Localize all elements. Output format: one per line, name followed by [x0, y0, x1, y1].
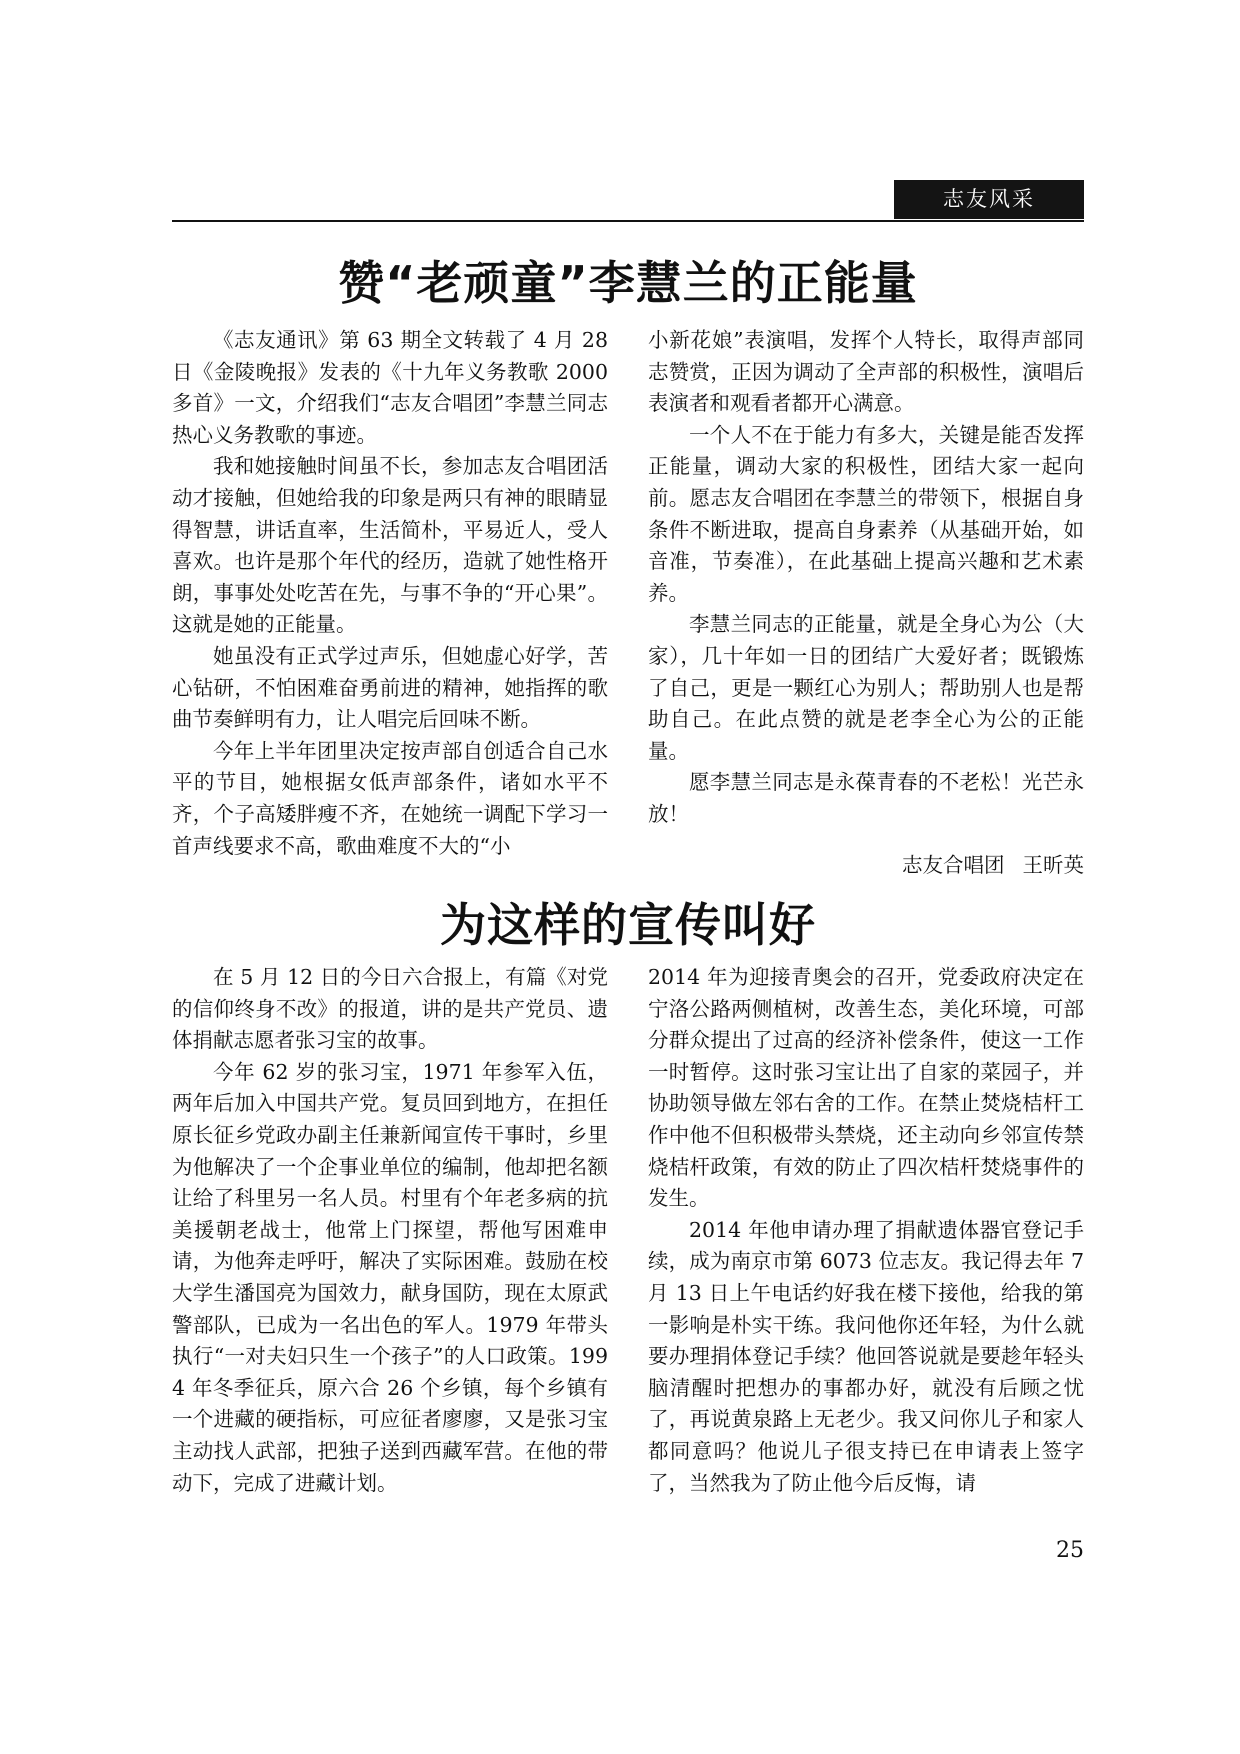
body-paragraph: 她虽没有正式学过声乐，但她虚心好学，苦心钻研，不怕困难奋勇前进的精神，她指挥的歌曲节奏鲜明有力，让人唱完后回味不断。	[172, 643, 608, 732]
body-paragraph: 2014 年他申请办理了捐献遗体器官登记手续，成为南京市第 6073 位志友。我记得去年 7 月 13 日上午电话约好我在楼下接他，给我的第一影响是朴实干练。我问他你还年轻，为什么就要办理捐体登记手续？他回答说就是要趁年轻头脑清醒时把想办的事都办好，就没有后顾之忧了，再说黄泉路上无老少。我又问你儿子和家人都同意吗？他说儿子很支持已在申请表上签字了，当然我为了防止他今后反悔，请	[648, 1217, 1084, 1495]
article-title: 赞“老顽童”李慧兰的正能量	[338, 256, 918, 310]
body-paragraph: 《志友通讯》第 63 期全文转载了 4 月 28 日《金陵晚报》发表的《十九年义务教歌 2000 多首》一文，介绍我们“志友合唱团”李慧兰同志热心义务教歌的事迹。	[172, 328, 608, 447]
body-paragraph: 在 5 月 12 日的今日六合报上，有篇《对党的信仰终身不改》的报道，讲的是共产党员、遗体捐献志愿者张习宝的故事。	[172, 965, 608, 1053]
article2-right-column	[648, 962, 1084, 1522]
body-paragraph: 一个人不在于能力有多大，关键是能否发挥正能量，调动大家的积极性，团结大家一起向前。愿志友合唱团在李慧兰的带领下，根据自身条件不断进取，提高自身素养（从基础开始，如音准，节奏准），在此基础上提高兴趣和艺术素养。	[648, 422, 1084, 605]
author-signature	[648, 850, 1084, 880]
article1-right-column	[648, 325, 1084, 845]
article2-left-column	[172, 962, 608, 1522]
author-name: 王昕英	[1022, 853, 1084, 877]
body-paragraph-continued: 2014 年为迎接青奥会的召开，党委政府决定在宁洛公路两侧植树，改善生态，美化环境，可部分群众提出了过高的经济补偿条件，使这一工作一时暂停。这时张习宝让出了自家的菜园子，并协助领导做左邻右舍的工作。在禁止焚烧桔杆工作中他不但积极带头禁烧，还主动向乡邻宣传禁烧桔杆政策，有效的防止了四次桔杆焚烧事件的发生。	[648, 965, 1084, 1211]
author-organization: 志友合唱团	[902, 853, 1005, 877]
body-paragraph: 我和她接触时间虽不长，参加志友合唱团活动才接触，但她给我的印象是两只有神的眼睛显得智慧，讲话直率，生活简朴，平易近人，受人喜欢。也许是那个年代的经历，造就了她性格开朗，事事处处吃苦在先，与事不争的“开心果”。这就是她的正能量。	[172, 454, 608, 637]
page-number: 25	[1056, 1538, 1084, 1563]
section-label: 志友风采	[894, 180, 1084, 219]
header-divider	[172, 220, 1084, 222]
article1-left-column	[172, 325, 608, 875]
body-paragraph: 今年 62 岁的张习宝，1971 年参军入伍，两年后加入中国共产党。复员回到地方，在担任原长征乡党政办副主任兼新闻宣传干事时，乡里为他解决了一个企事业单位的编制，他却把名额让给了科里另一名人员。村里有个年老多病的抗美援朝老战士，他常上门探望，帮他写困难申请，为他奔走呼吁，解决了实际困难。鼓励在校大学生潘国亮为国效力，献身国防，现在太原武警部队，已成为一名出色的军人。1979 年带头执行“一对夫妇只生一个孩子”的人口政策。1994 年冬季征兵，原六合 26 个乡镇，每个乡镇有一个进藏的硬指标，可应征者廖廖，又是张习宝主动找人武部，把独子送到西藏军营。在他的带动下，完成了进藏计划。	[172, 1059, 608, 1495]
body-paragraph-continued: 小新花娘”表演唱，发挥个人特长，取得声部同志赞赏，正因为调动了全声部的积极性，演唱后表演者和观看者都开心满意。	[648, 328, 1084, 416]
body-paragraph: 今年上半年团里决定按声部自创适合自己水平的节目，她根据女低声部条件，诸如水平不齐，个子高矮胖瘦不齐，在她统一调配下学习一首声线要求不高，歌曲难度不大的“小	[172, 738, 608, 858]
body-paragraph: 李慧兰同志的正能量，就是全身心为公（大家），几十年如一日的团结广大爱好者；既锻炼了自己，更是一颗红心为别人；帮助别人也是帮助自己。在此点赞的就是老李全心为公的正能量。	[648, 612, 1084, 763]
body-paragraph: 愿李慧兰同志是永葆青春的不老松！光芒永放！	[648, 770, 1084, 826]
article-title: 为这样的宣传叫好	[440, 898, 816, 952]
